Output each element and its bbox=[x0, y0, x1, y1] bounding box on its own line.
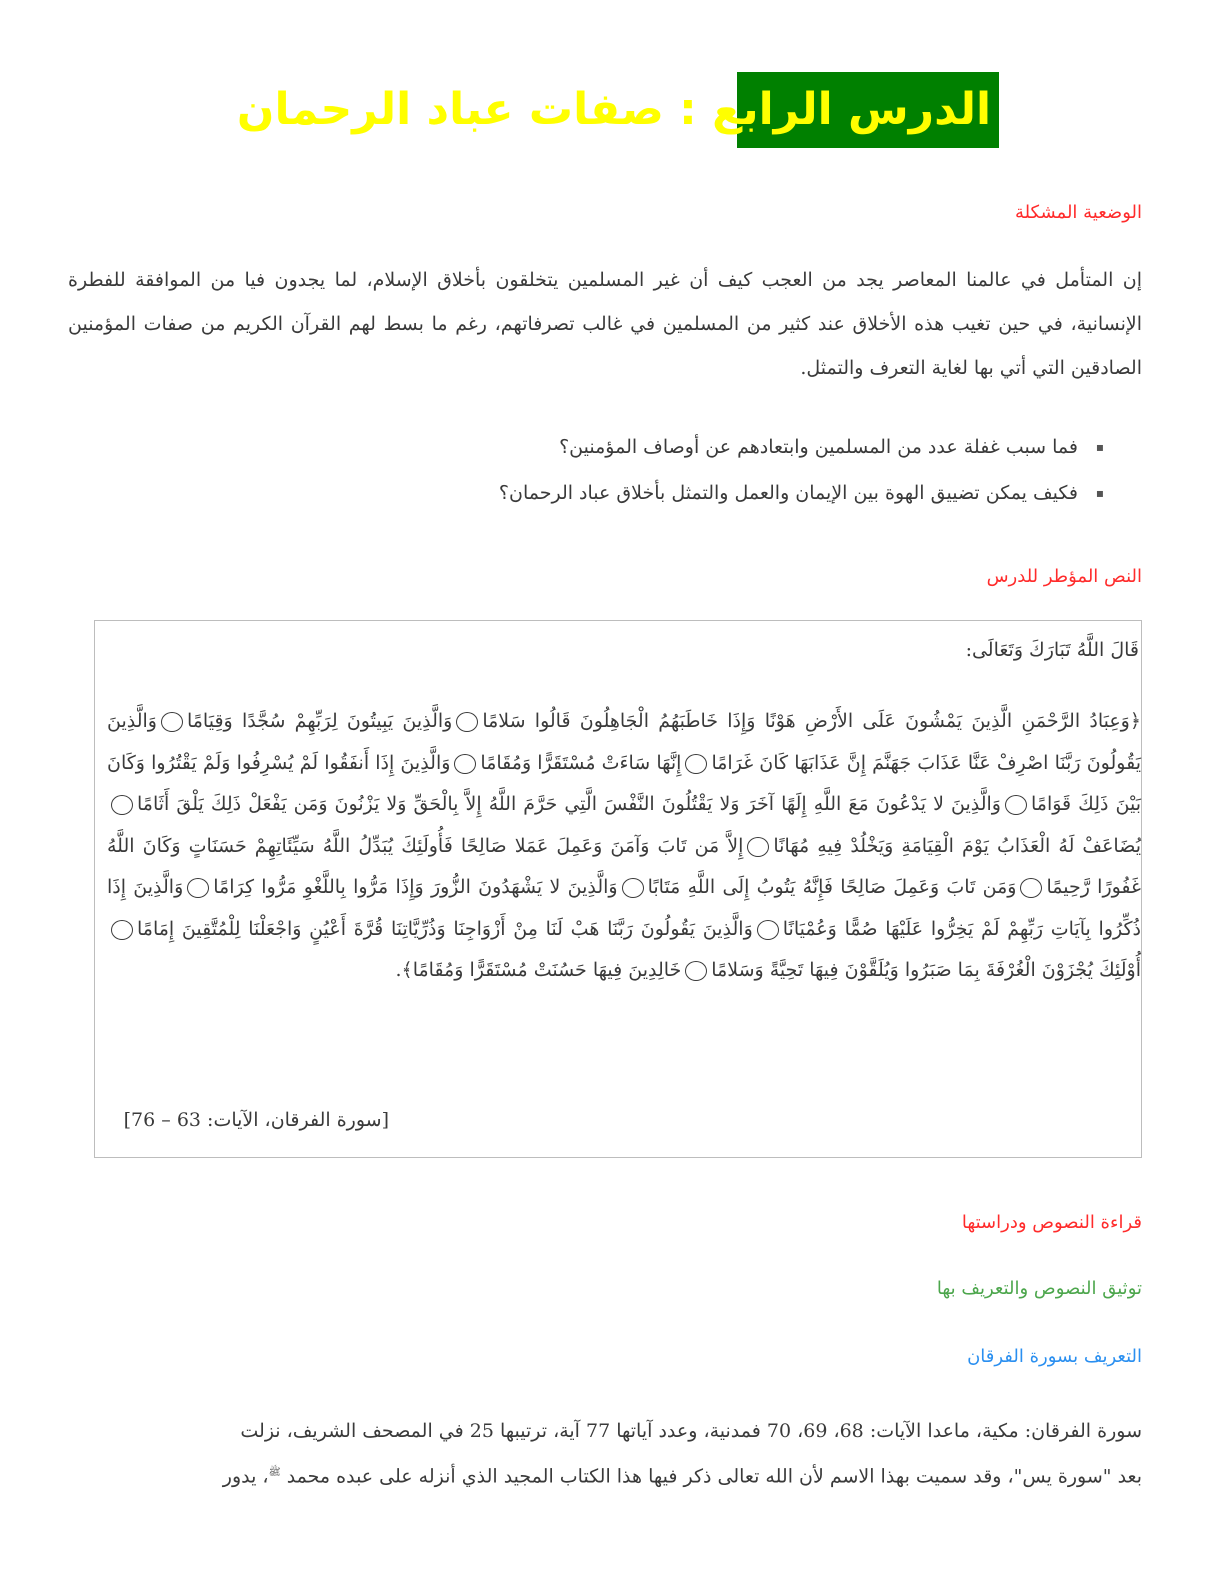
ayah-end-icon bbox=[685, 754, 707, 774]
lesson-title: الدرس الرابع : صفات عباد الرحمان bbox=[225, 72, 999, 148]
verse-segment: وَالَّذِينَ يَقُولُونَ رَبَّنَا هَبْ لَنَا مِنْ أَزْوَاجِنَا وَذُرِّيَّاتِنَا قُرَّةَ أَعْيُنٍ وَاجْعَلْنَا لِلْمُتَّقِينَ إِمَامًا bbox=[137, 917, 753, 940]
ayah-end-icon bbox=[747, 837, 769, 857]
quran-text-box bbox=[94, 620, 1142, 1158]
quran-intro: قَالَ اللَّهُ تَبَارَكَ وَتَعَالَى: bbox=[965, 639, 1139, 661]
ayah-end-icon bbox=[187, 878, 209, 898]
bullet-icon: ▪ bbox=[1095, 440, 1104, 454]
ayah-end-icon bbox=[685, 961, 707, 981]
bullet-icon: ▪ bbox=[1095, 486, 1104, 500]
ayah-end-icon bbox=[111, 920, 133, 940]
ayah-end-icon bbox=[1020, 878, 1042, 898]
ayah-end-icon bbox=[161, 712, 183, 732]
surah-line bbox=[68, 1452, 1142, 1497]
question-item bbox=[104, 424, 1104, 470]
ayah-end-icon bbox=[622, 878, 644, 898]
surah-line-text: بعد "سورة يس"، وقد سميت بهذا الاسم لأن الله تعالى ذكر فيها هذا الكتاب المجيد الذي أنزله على عبده محمد bbox=[286, 1465, 1142, 1488]
verse-segment: إِنَّهَا سَاءَتْ مُسْتَقَرًّا وَمُقَامًا bbox=[480, 751, 682, 774]
framing-text-heading: النص المؤطر للدرس bbox=[986, 566, 1142, 587]
question-text: فما سبب غفلة عدد من المسلمين وابتعادهم عن أوصاف المؤمنين؟ bbox=[559, 436, 1078, 458]
verse-segment: وَالَّذِينَ يَبِيتُونَ لِرَبِّهِمْ سُجَّدًا وَقِيَامًا bbox=[186, 710, 453, 732]
verse-segment: إِلاَّ مَن تَابَ وَآمَنَ وَعَمِلَ عَمَلا صَالِحًا فَأُولَئِكَ يُبَدِّلُ اللَّهُ سَيِّئَاتِهِمْ حَسَنَاتٍ وَكَانَ اللَّهُ غَفُورًا رَّحِيمًا bbox=[107, 834, 1141, 898]
verse-segment: يُضَاعَفْ لَهُ الْعَذَابُ يَوْمَ الْقِيَامَةِ وَيَخْلُدْ فِيهِ مُهَانًا bbox=[773, 834, 1141, 857]
surah-heading: التعريف بسورة الفرقان bbox=[967, 1346, 1142, 1367]
ayah-end-icon bbox=[454, 754, 476, 774]
ayah-end-icon bbox=[757, 920, 779, 940]
salutation-mark: ﷺ bbox=[268, 1467, 281, 1478]
verse-segment: وَالَّذِينَ لا يَشْهَدُونَ الزُّورَ وَإِذَا مَرُّوا بِاللَّغْوِ مَرُّوا كِرَامًا bbox=[213, 876, 618, 898]
surah-line: سورة الفرقان: مكية، ماعدا الآيات: 68، 69، 70 فمدنية، وعدد آياتها 77 آية، ترتيبها 25 في المصحف الشريف، نزلت bbox=[240, 1420, 1142, 1442]
title-container bbox=[0, 72, 1224, 148]
quran-verses bbox=[107, 701, 1141, 992]
problem-heading: الوضعية المشكلة bbox=[1014, 202, 1142, 223]
verse-segment: ﴿وَعِبَادُ الرَّحْمَنِ الَّذِينَ يَمْشُونَ عَلَى الأَرْضِ هَوْنًا وَإِذَا خَاطَبَهُمُ الْجَاهِلُونَ قَالُوا سَلامًا bbox=[482, 710, 1141, 732]
surah-line-text: ، يدور bbox=[222, 1465, 269, 1488]
surah-paragraph bbox=[68, 1410, 1142, 1497]
reading-heading: قراءة النصوص ودراستها bbox=[961, 1212, 1142, 1233]
verse-segment: وَالَّذِينَ إِذَا ذُكِّرُوا بِآيَاتِ رَبِّهِمْ لَمْ يَخِرُّوا عَلَيْهَا صُمًّا وَعُمْيَانًا bbox=[107, 876, 1142, 940]
question-text: فكيف يمكن تضييق الهوة بين الإيمان والعمل والتمثل بأخلاق عباد الرحمان؟ bbox=[498, 482, 1078, 504]
ayah-end-icon bbox=[456, 712, 478, 732]
verse-segment: وَالَّذِينَ يَقُولُونَ رَبَّنَا اصْرِفْ عَنَّا عَذَابَ جَهَنَّمَ إِنَّ عَذَابَهَا كَانَ غَرَامًا bbox=[107, 710, 1142, 774]
verse-segment: أُوْلَئِكَ يُجْزَوْنَ الْغُرْفَةَ بِمَا صَبَرُوا وَيُلَقَّوْنَ فِيهَا تَحِيَّةً وَسَلامًا bbox=[711, 959, 1141, 981]
question-item bbox=[104, 470, 1104, 516]
verse-segment: وَمَن تَابَ وَعَمِلَ صَالِحًا فَإِنَّهُ يَتُوبُ إِلَى اللَّهِ مَتَابًا bbox=[647, 876, 1017, 898]
quran-reference: [سورة الفرقان، الآيات: 63 – 76] bbox=[123, 1109, 389, 1131]
verse-segment: وَالَّذِينَ إِذَا أَنفَقُوا لَمْ يُسْرِفُوا وَلَمْ يَقْتُرُوا وَكَانَ بَيْنَ ذَلِكَ قَوَامًا bbox=[107, 751, 1141, 815]
problem-paragraph: إن المتأمل في عالمنا المعاصر يجد من العجب كيف أن غير المسلمين يتخلقون بأخلاق الإسلام، لما يجدون فيا من الموافقة للفطرة الإنسانية، في حين تغيب هذه الأخلاق عند كثير من المسلمين في غالب تصرفاتهم، رغم ما بسط لهم القرآن الكريم من صفات المؤمنين الصادقين التي أتي بها لغاية التعرف والتمثل. bbox=[68, 269, 1142, 379]
documentation-heading: توثيق النصوص والتعريف بها bbox=[936, 1278, 1142, 1299]
ayah-end-icon bbox=[111, 795, 133, 815]
ayah-end-icon bbox=[1005, 795, 1027, 815]
questions-list bbox=[104, 424, 1104, 516]
verse-segment: خَالِدِينَ فِيهَا حَسُنَتْ مُسْتَقَرًّا وَمُقَامًا﴾. bbox=[395, 959, 682, 981]
verse-segment: وَالَّذِينَ لا يَدْعُونَ مَعَ اللَّهِ إِلَهًا آخَرَ وَلا يَقْتُلُونَ النَّفْسَ الَّتِي حَرَّمَ اللَّهُ إِلاَّ بِالْحَقِّ وَلا يَزْنُونَ وَمَن يَفْعَلْ ذَلِكَ يَلْقَ أَثَامًا bbox=[137, 793, 1001, 815]
